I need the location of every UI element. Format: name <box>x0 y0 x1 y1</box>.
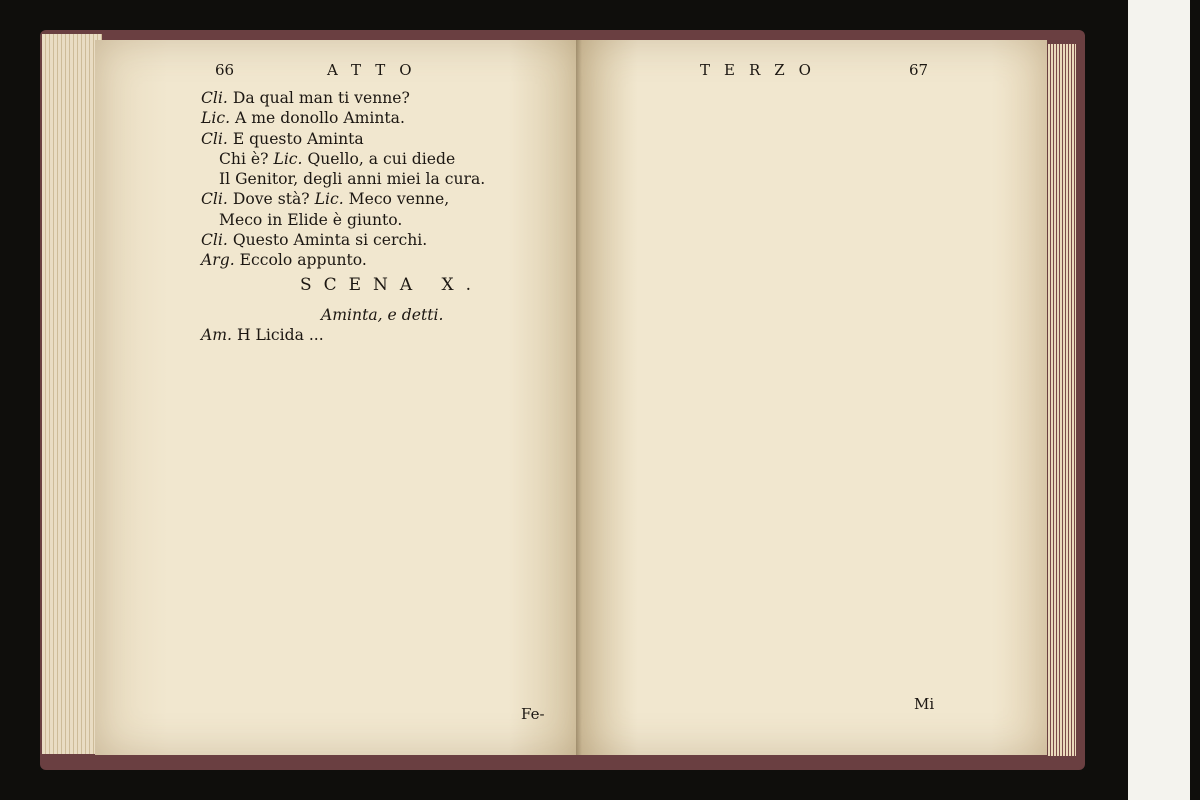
dialogue-text: Meco in Elide è giunto. <box>219 210 403 229</box>
text-line <box>201 108 582 128</box>
dialogue-text: A me donollo Aminta. <box>235 109 405 128</box>
page-edges-left <box>42 34 102 754</box>
speaker-label: Cli. <box>201 231 228 250</box>
text-line <box>201 88 582 108</box>
left-page <box>95 40 582 755</box>
text-line <box>201 325 582 345</box>
dialogue-text: E questo Aminta <box>232 129 364 148</box>
left-page-header <box>95 60 582 82</box>
dialogue-text: H Licida ... <box>236 325 324 344</box>
dialogue-text: Il Genitor, degli anni miei la cura. <box>219 170 486 189</box>
speaker-label: Lic. <box>314 190 344 209</box>
dialogue-text: Meco venne, <box>343 190 450 209</box>
left-page-text <box>201 88 582 345</box>
running-head-left: ATTO <box>327 61 426 79</box>
running-head-right: TERZO <box>700 61 825 79</box>
scene-title: SCENA X. <box>299 274 484 295</box>
catchword-left: Fe- <box>521 705 545 723</box>
catchword-right: Mi <box>914 695 935 713</box>
scene-cast: Aminta, e detti. <box>321 305 444 324</box>
text-line <box>201 250 582 270</box>
speaker-label: Am. <box>201 325 233 344</box>
speaker-label: Cli. <box>201 89 228 107</box>
dialogue-text: Chi è? <box>219 149 274 168</box>
text-line <box>201 129 582 149</box>
speaker-label: Cli. <box>201 129 228 148</box>
page-number-right: 67 <box>909 61 929 79</box>
speaker-label: Arg. <box>201 251 235 270</box>
dialogue-text: Quello, a cui diede <box>302 149 456 168</box>
dialogue-text: Da qual man ti venne? <box>232 89 410 107</box>
text-line <box>201 210 582 230</box>
speaker-label: Lic. <box>201 109 231 128</box>
text-line <box>201 189 582 209</box>
speaker-label: Cli. <box>201 190 228 209</box>
right-page-header <box>582 60 1047 82</box>
text-line <box>201 169 582 189</box>
page-edges-right <box>1048 44 1076 756</box>
speaker-label: Lic. <box>273 149 303 168</box>
dialogue-text: Dove stà? <box>232 190 315 209</box>
page-number-left: 66 <box>215 61 235 79</box>
text-line <box>201 230 582 250</box>
dialogue-text: Questo Aminta si cerchi. <box>232 231 428 250</box>
measurement-ruler <box>1128 0 1190 800</box>
dialogue-text: Eccolo appunto. <box>239 251 367 270</box>
text-line <box>201 149 582 169</box>
right-page <box>582 40 1047 755</box>
